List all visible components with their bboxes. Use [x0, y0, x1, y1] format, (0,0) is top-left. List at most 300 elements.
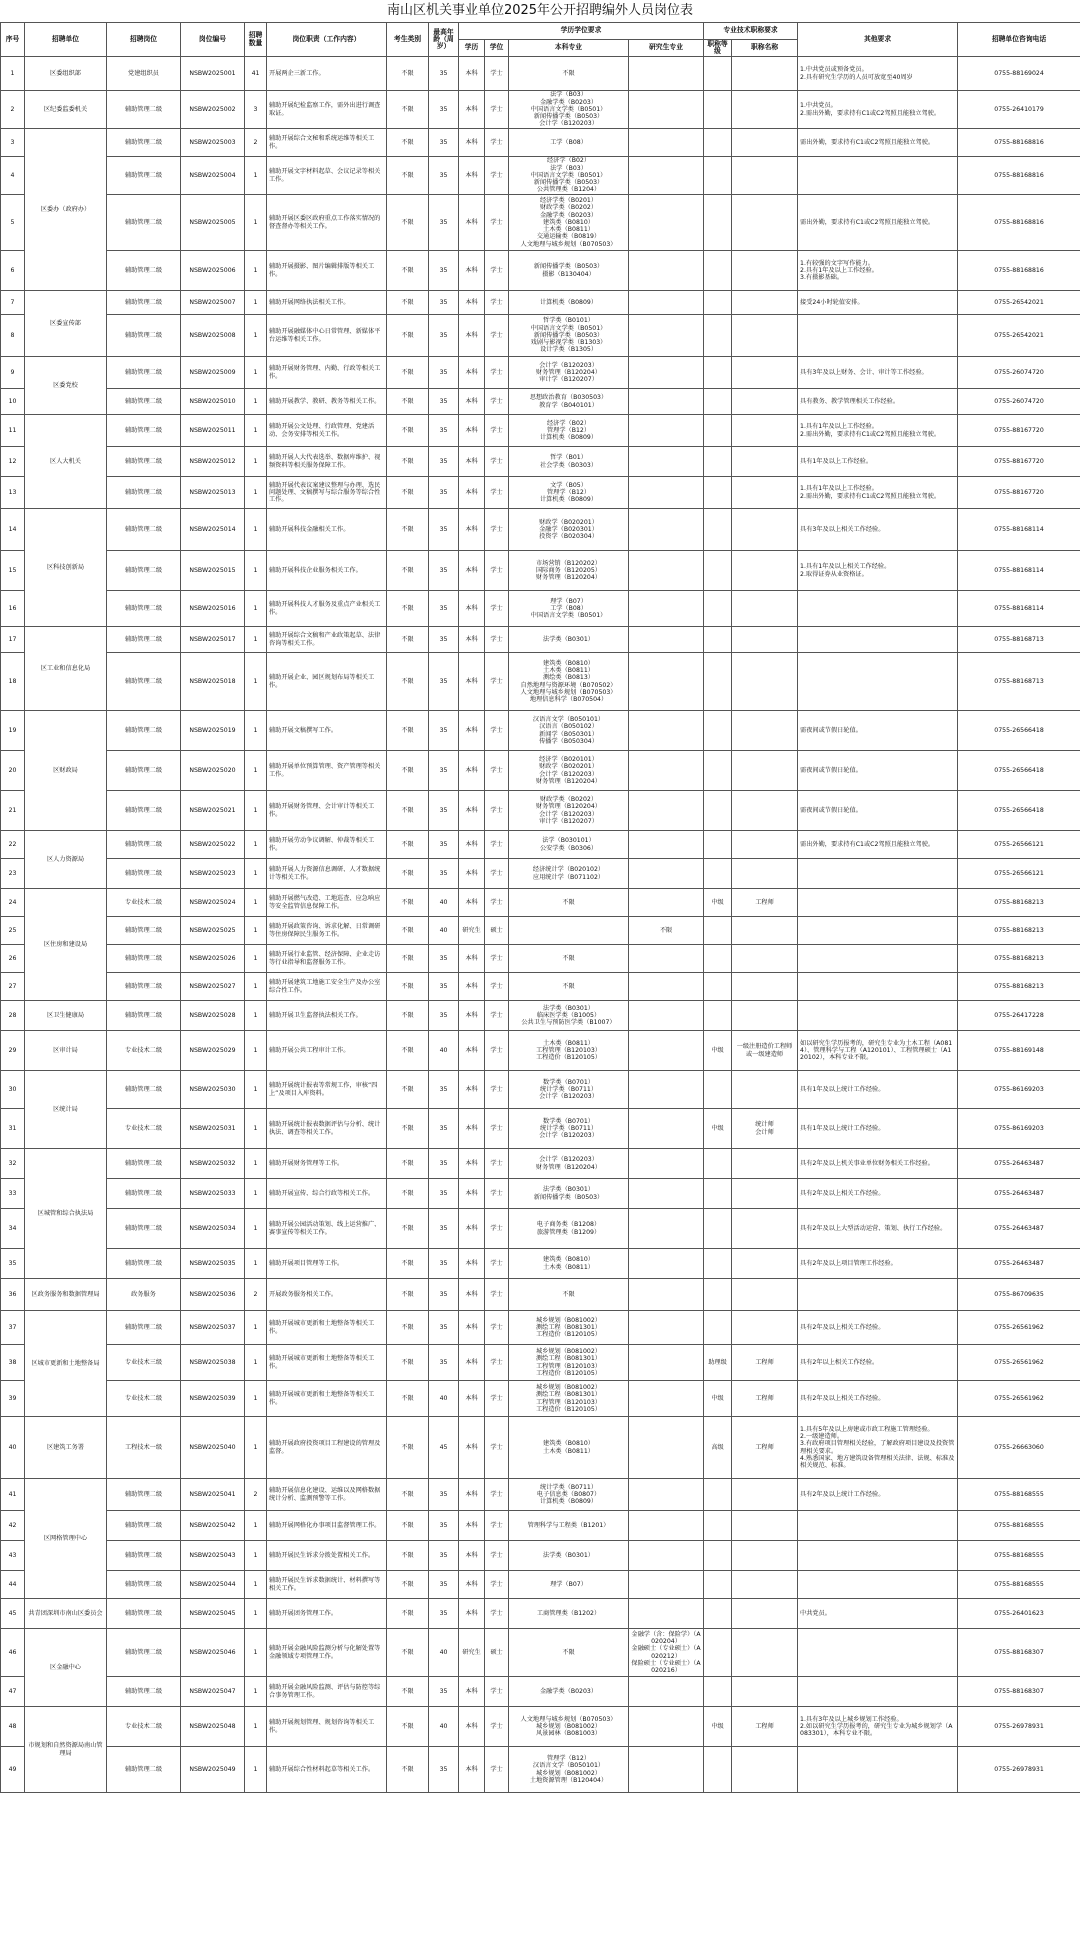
table-row: [1, 291, 1080, 315]
duty-cell: 辅助开展金融风险监测分析与化解处置等金融领域专项管理工作。: [267, 1629, 387, 1677]
unit-cell: 区委党校: [25, 357, 107, 415]
postgrad-major-cell: [629, 859, 704, 889]
title-level-cell: [704, 157, 732, 195]
seq-cell: 43: [1, 1541, 25, 1571]
degree-cell: 硕士: [485, 917, 509, 945]
undergrad-major-cell: 城乡规划（B081002） 测绘工程（B081301） 工程管理（B120103） 工程造价（B120105）: [509, 1381, 629, 1417]
seq-cell: 14: [1, 509, 25, 551]
candidate-type-cell: 不限: [387, 1179, 429, 1209]
table-row: [1, 1001, 1080, 1031]
post-code-cell: NSBW2025005: [181, 195, 245, 251]
duty-cell: 开展政务服务相关工作。: [267, 1279, 387, 1311]
unit-cell: 共青团深圳市南山区委员会: [25, 1599, 107, 1629]
undergrad-major-cell: 数学类（B0701） 统计学类（B0711） 会计学（B120203）: [509, 1071, 629, 1109]
max-age-cell: 35: [429, 1479, 459, 1511]
max-age-cell: 35: [429, 389, 459, 415]
table-row: [1, 889, 1080, 917]
title-name-cell: 一级注册造价工程师或一级建造师: [732, 1031, 798, 1071]
title-name-cell: 工程师: [732, 1707, 798, 1747]
degree-cell: 学士: [485, 791, 509, 831]
max-age-cell: 35: [429, 1511, 459, 1541]
title-level-cell: [704, 1279, 732, 1311]
degree-cell: 学士: [485, 889, 509, 917]
undergrad-major-cell: 汉语言文学（B050101） 汉语言（B050102） 新闻学（B050301） 传播学（B050304）: [509, 711, 629, 751]
candidate-type-cell: 不限: [387, 291, 429, 315]
contact-phone-cell: 0755-26566418: [958, 791, 1080, 831]
seq-cell: 34: [1, 1209, 25, 1249]
title-name-cell: [732, 973, 798, 1001]
other-requirements-cell: 接受24小时轮值安排。: [798, 291, 958, 315]
seq-cell: 42: [1, 1511, 25, 1541]
table-row: [1, 1479, 1080, 1511]
candidate-type-cell: 不限: [387, 973, 429, 1001]
post-cell: 辅助管理二级: [107, 1249, 181, 1279]
undergrad-major-cell: 新闻传播学类（B0503） 摄影（B130404）: [509, 251, 629, 291]
candidate-type-cell: 不限: [387, 251, 429, 291]
hire-count-cell: 1: [245, 653, 267, 711]
post-code-cell: NSBW2025030: [181, 1071, 245, 1109]
post-cell: 辅助管理二级: [107, 195, 181, 251]
title-level-cell: [704, 415, 732, 447]
post-code-cell: NSBW2025021: [181, 791, 245, 831]
seq-cell: 15: [1, 551, 25, 591]
degree-cell: 学士: [485, 973, 509, 1001]
title-name-cell: [732, 1249, 798, 1279]
candidate-type-cell: 不限: [387, 627, 429, 653]
other-requirements-cell: [798, 1677, 958, 1707]
candidate-type-cell: 不限: [387, 711, 429, 751]
max-age-cell: 35: [429, 831, 459, 859]
table-row: [1, 551, 1080, 591]
max-age-cell: 35: [429, 1279, 459, 1311]
candidate-type-cell: 不限: [387, 1001, 429, 1031]
seq-cell: 24: [1, 889, 25, 917]
other-requirements-cell: 具有3年及以上相关工作经验。: [798, 509, 958, 551]
title-name-cell: 统计师 会计师: [732, 1109, 798, 1149]
table-row: [1, 509, 1080, 551]
seq-cell: 20: [1, 751, 25, 791]
post-cell: 辅助管理二级: [107, 509, 181, 551]
other-requirements-cell: 具有2年及以上统计工作经验。: [798, 1479, 958, 1511]
postgrad-major-cell: [629, 57, 704, 91]
unit-cell: 区住房和建设局: [25, 889, 107, 1001]
education-cell: 本科: [459, 1249, 485, 1279]
undergrad-major-cell: 电子商务类（B1208） 旅游管理类（B1209）: [509, 1209, 629, 1249]
undergrad-major-cell: 思想政治教育（B030503） 教育学（B040101）: [509, 389, 629, 415]
contact-phone-cell: 0755-88169148: [958, 1031, 1080, 1071]
education-cell: 本科: [459, 1001, 485, 1031]
other-requirements-cell: [798, 627, 958, 653]
postgrad-major-cell: [629, 157, 704, 195]
post-cell: 辅助管理二级: [107, 1747, 181, 1793]
candidate-type-cell: 不限: [387, 653, 429, 711]
degree-cell: 学士: [485, 1109, 509, 1149]
post-code-cell: NSBW2025027: [181, 973, 245, 1001]
degree-cell: 学士: [485, 1747, 509, 1793]
seq-cell: 16: [1, 591, 25, 627]
seq-cell: 46: [1, 1629, 25, 1677]
title-name-cell: [732, 1571, 798, 1599]
contact-phone-cell: 0755-26542021: [958, 315, 1080, 357]
contact-phone-cell: 0755-88168816: [958, 251, 1080, 291]
candidate-type-cell: 不限: [387, 1599, 429, 1629]
title-level-cell: [704, 591, 732, 627]
post-cell: 辅助管理二级: [107, 1511, 181, 1541]
candidate-type-cell: 不限: [387, 1381, 429, 1417]
degree-cell: 学士: [485, 1599, 509, 1629]
post-code-cell: NSBW2025001: [181, 57, 245, 91]
seq-cell: 4: [1, 157, 25, 195]
title-level-cell: [704, 1479, 732, 1511]
seq-cell: 25: [1, 917, 25, 945]
duty-cell: 辅助开展城市更新和土地整备等相关工作。: [267, 1381, 387, 1417]
job-table: [0, 22, 1080, 1793]
hire-count-cell: 1: [245, 1599, 267, 1629]
undergrad-major-cell: 经济学类（B0201） 财政学类（B0202） 金融学类（B0203） 建筑类（B0810） 土木类（B0811） 交通运输类（B0819） 人文地理与城乡规划（B070503）: [509, 195, 629, 251]
header-title-name: 职称名称: [732, 40, 798, 57]
title-level-cell: [704, 831, 732, 859]
post-code-cell: NSBW2025028: [181, 1001, 245, 1031]
duty-cell: 辅助开展综合性材料起草等相关工作。: [267, 1747, 387, 1793]
seq-cell: 26: [1, 945, 25, 973]
degree-cell: 学士: [485, 945, 509, 973]
header-unit: 招聘单位: [25, 23, 107, 57]
duty-cell: 辅助开展城市更新和土地整备等相关工作。: [267, 1311, 387, 1345]
undergrad-major-cell: 法学类（B0301）: [509, 627, 629, 653]
title-level-cell: [704, 251, 732, 291]
title-name-cell: [732, 1629, 798, 1677]
table-row: [1, 91, 1080, 129]
title-level-cell: [704, 1571, 732, 1599]
contact-phone-cell: 0755-26566121: [958, 831, 1080, 859]
contact-phone-cell: 0755-26566418: [958, 751, 1080, 791]
title-name-cell: [732, 251, 798, 291]
undergrad-major-cell: 经济学（B02） 管理学（B12） 计算机类（B0809）: [509, 415, 629, 447]
education-cell: 本科: [459, 551, 485, 591]
title-level-cell: [704, 627, 732, 653]
contact-phone-cell: 0755-26561962: [958, 1381, 1080, 1417]
duty-cell: 辅助开展公园活动策划、线上运营推广、赛事宣传等相关工作。: [267, 1209, 387, 1249]
post-cell: 辅助管理二级: [107, 973, 181, 1001]
title-level-cell: 助理级: [704, 1345, 732, 1381]
candidate-type-cell: 不限: [387, 447, 429, 477]
other-requirements-cell: [798, 859, 958, 889]
other-requirements-cell: [798, 1279, 958, 1311]
table-row: [1, 195, 1080, 251]
post-cell: 辅助管理二级: [107, 1311, 181, 1345]
postgrad-major-cell: [629, 1747, 704, 1793]
other-requirements-cell: 需出外勤，要求持有C1或C2驾照且能独立驾驶。: [798, 831, 958, 859]
candidate-type-cell: 不限: [387, 791, 429, 831]
table-row: [1, 357, 1080, 389]
unit-cell: 区建筑工务署: [25, 1417, 107, 1479]
seq-cell: 32: [1, 1149, 25, 1179]
contact-phone-cell: 0755-88167720: [958, 415, 1080, 447]
contact-phone-cell: 0755-88168713: [958, 627, 1080, 653]
post-code-cell: NSBW2025014: [181, 509, 245, 551]
post-cell: 辅助管理二级: [107, 831, 181, 859]
duty-cell: 辅助开展规划管理、规划咨询等相关工作。: [267, 1707, 387, 1747]
candidate-type-cell: 不限: [387, 945, 429, 973]
degree-cell: 学士: [485, 1001, 509, 1031]
max-age-cell: 35: [429, 1747, 459, 1793]
title-level-cell: [704, 509, 732, 551]
seq-cell: 37: [1, 1311, 25, 1345]
contact-phone-cell: 0755-86169203: [958, 1071, 1080, 1109]
candidate-type-cell: 不限: [387, 1031, 429, 1071]
undergrad-major-cell: 建筑类（B0810） 土木类（B0811）: [509, 1417, 629, 1479]
degree-cell: 学士: [485, 1707, 509, 1747]
title-level-cell: [704, 1249, 732, 1279]
contact-phone-cell: 0755-26410179: [958, 91, 1080, 129]
max-age-cell: 35: [429, 1249, 459, 1279]
max-age-cell: 35: [429, 251, 459, 291]
candidate-type-cell: 不限: [387, 1311, 429, 1345]
max-age-cell: 35: [429, 711, 459, 751]
degree-cell: 学士: [485, 1417, 509, 1479]
education-cell: 本科: [459, 1541, 485, 1571]
postgrad-major-cell: [629, 1031, 704, 1071]
post-code-cell: NSBW2025013: [181, 477, 245, 509]
table-row: [1, 157, 1080, 195]
title-name-cell: [732, 291, 798, 315]
hire-count-cell: 1: [245, 415, 267, 447]
degree-cell: 学士: [485, 1571, 509, 1599]
max-age-cell: 40: [429, 1381, 459, 1417]
max-age-cell: 35: [429, 1599, 459, 1629]
duty-cell: 辅助开展人大代表选举、数据库维护、视频资料等相关服务保障工作。: [267, 447, 387, 477]
post-code-cell: NSBW2025042: [181, 1511, 245, 1541]
table-row: [1, 1511, 1080, 1541]
education-cell: 本科: [459, 1031, 485, 1071]
table-row: [1, 1249, 1080, 1279]
table-row: [1, 1031, 1080, 1071]
other-requirements-cell: 具有2年及以上相关工作经验。: [798, 1311, 958, 1345]
postgrad-major-cell: [629, 551, 704, 591]
seq-cell: 13: [1, 477, 25, 509]
other-requirements-cell: 需夜间或节假日轮值。: [798, 711, 958, 751]
undergrad-major-cell: 不限: [509, 889, 629, 917]
title-level-cell: 中级: [704, 1707, 732, 1747]
post-cell: 辅助管理二级: [107, 627, 181, 653]
title-name-cell: [732, 1677, 798, 1707]
max-age-cell: 40: [429, 1031, 459, 1071]
contact-phone-cell: 0755-88168307: [958, 1677, 1080, 1707]
postgrad-major-cell: [629, 653, 704, 711]
education-cell: 本科: [459, 415, 485, 447]
education-cell: 本科: [459, 1417, 485, 1479]
post-code-cell: NSBW2025012: [181, 447, 245, 477]
hire-count-cell: 1: [245, 917, 267, 945]
degree-cell: 学士: [485, 477, 509, 509]
max-age-cell: 40: [429, 1629, 459, 1677]
max-age-cell: 45: [429, 1417, 459, 1479]
title-level-cell: [704, 57, 732, 91]
candidate-type-cell: 不限: [387, 831, 429, 859]
title-level-cell: [704, 1599, 732, 1629]
title-name-cell: [732, 1149, 798, 1179]
max-age-cell: 35: [429, 859, 459, 889]
postgrad-major-cell: [629, 357, 704, 389]
title-name-cell: [732, 57, 798, 91]
contact-phone-cell: 0755-88168213: [958, 973, 1080, 1001]
other-requirements-cell: 1.有较强的文字写作能力。 2.具有1年及以上工作经验。 3.有摄影基础。: [798, 251, 958, 291]
contact-phone-cell: 0755-88168555: [958, 1541, 1080, 1571]
postgrad-major-cell: [629, 1109, 704, 1149]
undergrad-major-cell: 法学类（B0301） 临床医学类（B1005） 公共卫生与预防医学类（B1007）: [509, 1001, 629, 1031]
title-level-cell: [704, 945, 732, 973]
candidate-type-cell: 不限: [387, 1209, 429, 1249]
duty-cell: 辅助开展科技企业服务相关工作。: [267, 551, 387, 591]
contact-phone-cell: 0755-26463487: [958, 1249, 1080, 1279]
title-level-cell: [704, 791, 732, 831]
post-cell: 辅助管理二级: [107, 477, 181, 509]
degree-cell: 学士: [485, 1179, 509, 1209]
post-cell: 辅助管理二级: [107, 1179, 181, 1209]
undergrad-major-cell: 经济学（B020101） 财政学（B020201） 会计学（B120203） 财务管理（B120204）: [509, 751, 629, 791]
undergrad-major-cell: 计算机类（B0809）: [509, 291, 629, 315]
postgrad-major-cell: [629, 477, 704, 509]
hire-count-cell: 1: [245, 1417, 267, 1479]
postgrad-major-cell: [629, 1707, 704, 1747]
undergrad-major-cell: 文学（B05） 管理学（B12） 计算机类（B0809）: [509, 477, 629, 509]
table-row: [1, 1149, 1080, 1179]
seq-cell: 31: [1, 1109, 25, 1149]
seq-cell: 10: [1, 389, 25, 415]
contact-phone-cell: 0755-88168555: [958, 1479, 1080, 1511]
contact-phone-cell: 0755-26978931: [958, 1747, 1080, 1793]
duty-cell: 辅助开展文字材料起草、会议记录等相关工作。: [267, 157, 387, 195]
title-level-cell: [704, 1209, 732, 1249]
other-requirements-cell: [798, 889, 958, 917]
title-name-cell: [732, 1747, 798, 1793]
hire-count-cell: 2: [245, 1479, 267, 1511]
hire-count-cell: 1: [245, 1311, 267, 1345]
hire-count-cell: 2: [245, 1279, 267, 1311]
postgrad-major-cell: 不限: [629, 917, 704, 945]
max-age-cell: 40: [429, 1707, 459, 1747]
title-level-cell: [704, 389, 732, 415]
contact-phone-cell: 0755-26401623: [958, 1599, 1080, 1629]
header-degree-level: 学历: [459, 40, 485, 57]
seq-cell: 7: [1, 291, 25, 315]
title-level-cell: [704, 477, 732, 509]
postgrad-major-cell: [629, 1571, 704, 1599]
hire-count-cell: 1: [245, 1001, 267, 1031]
unit-cell: 市规划和自然资源局南山管理局: [25, 1707, 107, 1793]
degree-cell: 学士: [485, 831, 509, 859]
postgrad-major-cell: [629, 1149, 704, 1179]
degree-cell: 学士: [485, 1249, 509, 1279]
education-cell: 本科: [459, 447, 485, 477]
duty-cell: 辅助开展金融风险监测、评估与防控等综合事务管理工作。: [267, 1677, 387, 1707]
duty-cell: 辅助开展劳动争议调解、仲裁等相关工作。: [267, 831, 387, 859]
post-cell: 辅助管理二级: [107, 1541, 181, 1571]
seq-cell: 2: [1, 91, 25, 129]
postgrad-major-cell: [629, 1541, 704, 1571]
other-requirements-cell: 1.中共党员。 2.需出外勤，要求持有C1或C2驾照且能独立驾驶。: [798, 91, 958, 129]
postgrad-major-cell: [629, 195, 704, 251]
other-requirements-cell: 具有1年及以上工作经验。: [798, 447, 958, 477]
education-cell: 本科: [459, 1479, 485, 1511]
education-cell: 本科: [459, 129, 485, 157]
duty-cell: 辅助开展财务管理、会计审计等相关工作。: [267, 791, 387, 831]
duty-cell: 辅助开展民生诉求分拨处置相关工作。: [267, 1541, 387, 1571]
table-body: [1, 57, 1080, 1793]
other-requirements-cell: 具有2年及以上项目管理工作经验。: [798, 1249, 958, 1279]
post-cell: 辅助管理二级: [107, 389, 181, 415]
table-row: [1, 711, 1080, 751]
contact-phone-cell: 0755-88168816: [958, 129, 1080, 157]
postgrad-major-cell: [629, 889, 704, 917]
other-requirements-cell: 具有3年及以上财务、会计、审计等工作经验。: [798, 357, 958, 389]
education-cell: 本科: [459, 831, 485, 859]
post-cell: 辅助管理二级: [107, 91, 181, 129]
other-requirements-cell: 需夜间或节假日轮值。: [798, 751, 958, 791]
duty-cell: 辅助开展财务管理等工作。: [267, 1149, 387, 1179]
candidate-type-cell: 不限: [387, 57, 429, 91]
table-row: [1, 1541, 1080, 1571]
education-cell: 本科: [459, 859, 485, 889]
max-age-cell: 35: [429, 791, 459, 831]
postgrad-major-cell: [629, 447, 704, 477]
post-code-cell: NSBW2025039: [181, 1381, 245, 1417]
seq-cell: 38: [1, 1345, 25, 1381]
post-cell: 辅助管理二级: [107, 711, 181, 751]
undergrad-major-cell: 财政学（B020201） 金融学（B020301） 投资学（B020304）: [509, 509, 629, 551]
seq-cell: 27: [1, 973, 25, 1001]
undergrad-major-cell: 会计学（B120203） 财务管理（B120204） 审计学（B120207）: [509, 357, 629, 389]
post-cell: 专业技术二级: [107, 1381, 181, 1417]
postgrad-major-cell: [629, 1001, 704, 1031]
header-postgrad-major: 研究生专业: [629, 40, 704, 57]
post-cell: 辅助管理二级: [107, 1599, 181, 1629]
post-cell: 专业技术二级: [107, 889, 181, 917]
unit-cell: 区审计局: [25, 1031, 107, 1071]
education-cell: 本科: [459, 653, 485, 711]
undergrad-major-cell: 法学（B030101） 公安学类（B0306）: [509, 831, 629, 859]
seq-cell: 6: [1, 251, 25, 291]
post-code-cell: NSBW2025040: [181, 1417, 245, 1479]
undergrad-major-cell: 理学（B07） 工学（B08） 中国语言文学类（B0501）: [509, 591, 629, 627]
unit-cell: 区人力资源局: [25, 831, 107, 889]
degree-cell: 学士: [485, 415, 509, 447]
seq-cell: 21: [1, 791, 25, 831]
hire-count-cell: 1: [245, 627, 267, 653]
hire-count-cell: 1: [245, 1629, 267, 1677]
post-cell: 辅助管理二级: [107, 551, 181, 591]
title-name-cell: [732, 1209, 798, 1249]
header-cand: 考生类别: [387, 23, 429, 57]
education-cell: 本科: [459, 889, 485, 917]
degree-cell: 学士: [485, 1149, 509, 1179]
table-row: [1, 57, 1080, 91]
duty-cell: 辅助开展融媒体中心日常管理、新媒体平台运维等相关工作。: [267, 315, 387, 357]
unit-cell: 区委办（政府办）: [25, 129, 107, 291]
unit-cell: 区科技创新局: [25, 509, 107, 627]
hire-count-cell: 1: [245, 711, 267, 751]
max-age-cell: 35: [429, 1179, 459, 1209]
hire-count-cell: 1: [245, 195, 267, 251]
education-cell: 本科: [459, 1677, 485, 1707]
table-row: [1, 859, 1080, 889]
title-level-cell: [704, 917, 732, 945]
contact-phone-cell: 0755-88168555: [958, 1571, 1080, 1599]
undergrad-major-cell: 法学类（B0301）: [509, 1541, 629, 1571]
table-row: [1, 1571, 1080, 1599]
max-age-cell: 35: [429, 551, 459, 591]
post-cell: 专业技术二级: [107, 1109, 181, 1149]
